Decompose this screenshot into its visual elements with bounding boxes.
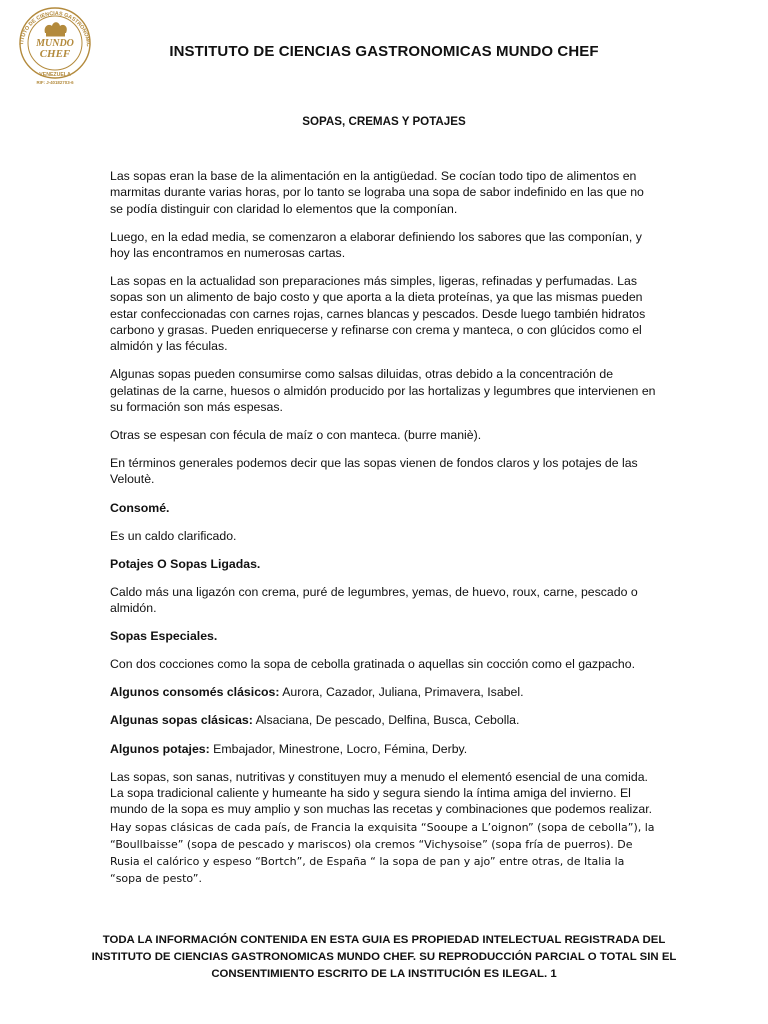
- section-heading-consome: Consomé.: [110, 500, 170, 515]
- consomes-label: Algunos consomés clásicos:: [110, 685, 280, 700]
- institute-title: INSTITUTO DE CIENCIAS GASTRONOMICAS MUNDO CHEF: [169, 43, 599, 60]
- paragraph-final-a: Las sopas, son sanas, nutritivas y constituyen muy a menudo el elementó esencial de una comida. La sopa tradicional caliente y humeante ha sido y segura siendo la íntima amiga del invierno. El mundo de la sopa es muy amplio y son muchas las recetas y combinaciones que podemos realizar.: [110, 769, 653, 817]
- potajes-list: [110, 741, 658, 757]
- paragraph: En términos generales podemos decir que las sopas vienen de fondos claros y los potajes de las Veloutè.: [110, 456, 638, 487]
- document-body: [110, 168, 658, 900]
- paragraph-final: [110, 769, 658, 888]
- logo-rif: RIF: J-40182703-6: [36, 80, 74, 85]
- paragraph: Es un caldo clarificado.: [110, 528, 237, 543]
- logo-word-top: MUNDO: [36, 38, 74, 49]
- sopas-list: [110, 712, 658, 728]
- paragraph-final-b: Hay sopas clásicas de cada país, de Francia la exquisita “Sooupe a L’oignon” (sopa de cebolla”), la “Boullbaisse” (sopa de pescado y mariscos) ola cremos “Vichysoise” (sopa fría de puerros). De Rusia el calórico y espeso “Bortch”, de España “ la sopa de pan y ajo” entre otras, de Italia la “sopa de pesto”.: [110, 820, 655, 886]
- paragraph: Las sopas eran la base de la alimentación en la antigüedad. Se cocían todo tipo de alimentos en marmitas durante varias horas, por lo tanto se lograba una sopa de sabor indefinido en las que no se podía distinguir con claridad lo elementos que la componían.: [110, 169, 644, 216]
- logo-country: VENEZUELA: [39, 72, 71, 78]
- section-heading-potajes: Potajes O Sopas Ligadas.: [110, 556, 261, 571]
- sopas-label: Algunas sopas clásicas:: [110, 713, 253, 728]
- paragraph: Las sopas en la actualidad son preparaciones más simples, ligeras, refinadas y perfumadas. Las sopas son un alimento de bajo costo y que aporta a la dieta proteínas, ya que las mismas pueden estar confeccionadas con carnes rojas, carnes blancas y pescados. Desde luego también hidratos carbono y grasas. Pueden enriquecerse y refinarse con crema y manteca, o con glúcidos como el almidón y las féculas.: [110, 274, 646, 354]
- paragraph: Otras se espesan con fécula de maíz o con manteca. (burre maniè).: [110, 428, 482, 443]
- logo-ring-text: TITUTO DE CIENCIAS GASTRONOMIC: [19, 10, 92, 47]
- potajes-label: Algunos potajes:: [110, 741, 210, 756]
- logo-word-bottom: CHEF: [39, 48, 71, 60]
- consomes-text: Aurora, Cazador, Juliana, Primavera, Isabel.: [279, 685, 524, 700]
- paragraph: Algunas sopas pueden consumirse como salsas diluidas, otras debido a la concentración de gelatinas de la carne, huesos o almidón producido por las hortalizas y legumbres que intervienen en su formación son más espesas.: [110, 367, 656, 414]
- sopas-text: Alsaciana, De pescado, Delfina, Busca, Cebolla.: [252, 713, 520, 728]
- paragraph: Luego, en la edad media, se comenzaron a elaborar definiendo los sabores que las componían, y hoy las encontramos en numerosas cartas.: [110, 229, 642, 260]
- paragraph: Caldo más una ligazón con crema, puré de legumbres, yemas, de huevo, roux, carne, pescado o almidón.: [110, 584, 638, 616]
- potajes-text: Embajador, Minestrone, Locro, Fémina, Derby.: [209, 741, 468, 756]
- document-title: SOPAS, CREMAS Y POTAJES: [302, 115, 466, 128]
- consomes-list: [110, 684, 658, 700]
- paragraph: Con dos cocciones como la sopa de cebolla gratinada o aquellas sin cocción como el gazpacho.: [110, 657, 635, 672]
- section-heading-especiales: Sopas Especiales.: [110, 629, 218, 644]
- copyright-footer: TODA LA INFORMACIÓN CONTENIDA EN ESTA GUIA ES PROPIEDAD INTELECTUAL REGISTRADA DEL INSTITUTO DE CIENCIAS GASTRONOMICAS MUNDO CHEF. SU REPRODUCCIÓN PARCIAL O TOTAL SIN EL CONSENTIMIENTO ESCRITO DE LA INSTITUCIÓN ES ILEGAL. 1: [91, 934, 677, 980]
